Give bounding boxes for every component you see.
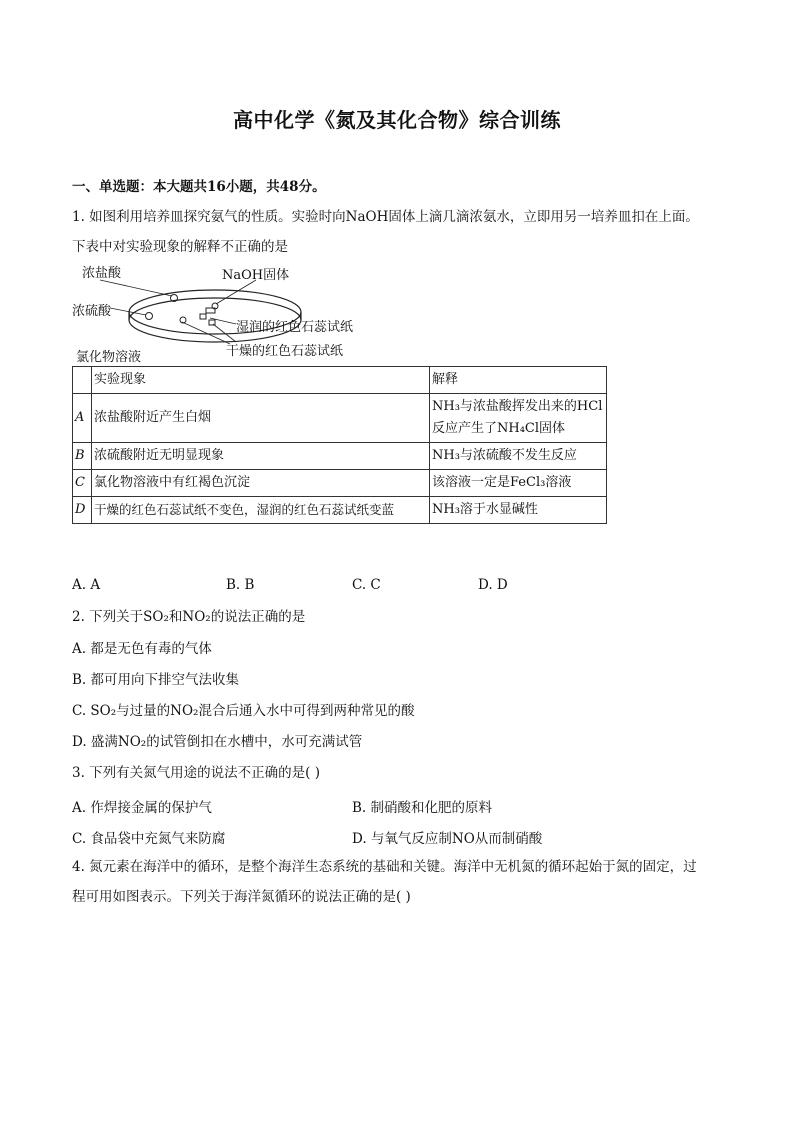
- row-phenomenon: 干燥的红色石蕊试纸不变色，湿润的红色石蕊试纸变蓝: [92, 497, 430, 524]
- q3-stem: 3. 下列有关氮气用途的说法不正确的是( ): [72, 765, 320, 781]
- table-row: [73, 394, 607, 443]
- explanation-line: 反应产生了NH₄Cl固体: [432, 421, 566, 436]
- label-dry-litmus: 干燥的红色石蕊试纸: [226, 344, 344, 359]
- q4-stem-line1: 4. 氮元素在海洋中的循环，是整个海洋生态系统的基础和关键。海洋中无机氮的循环起始于氮的固定，过: [72, 859, 697, 875]
- q2-option-a[interactable]: A. 都是无色有毒的气体: [72, 641, 212, 657]
- row-label: A: [73, 394, 92, 443]
- label-chloride-solution: 氯化物溶液: [76, 350, 142, 365]
- row-label: B: [73, 443, 92, 470]
- row-phenomenon: 氯化物溶液中有红褐色沉淀: [92, 470, 430, 497]
- table-header-row: [73, 367, 607, 394]
- table-row: [73, 470, 607, 497]
- label-wet-litmus: 湿润的红色石蕊试纸: [236, 320, 354, 335]
- label-conc-h2so4: 浓硫酸: [72, 304, 112, 319]
- q3-option-b[interactable]: B. 制硝酸和化肥的原料: [352, 800, 493, 816]
- row-phenomenon: 浓盐酸附近产生白烟: [92, 394, 430, 443]
- q2-option-b[interactable]: B. 都可用向下排空气法收集: [72, 672, 240, 688]
- row-explanation: [430, 394, 607, 443]
- table-header-cell: 实验现象: [92, 367, 430, 394]
- row-explanation: NH₃溶于水显碱性: [430, 497, 607, 524]
- q3-option-d[interactable]: D. 与氧气反应制NO从而制硝酸: [352, 831, 543, 847]
- row-explanation: NH₃与浓硫酸不发生反应: [430, 443, 607, 470]
- q1-option-b[interactable]: B. B: [226, 577, 255, 593]
- table-header-cell: [73, 367, 92, 394]
- q2-option-d[interactable]: D. 盛满NO₂的试管倒扣在水槽中，水可充满试管: [72, 734, 363, 750]
- q4-stem-line2: 程可用如图表示。下列关于海洋氮循环的说法正确的是( ): [72, 889, 411, 905]
- q1-option-d[interactable]: D. D: [478, 577, 508, 593]
- table-row: [73, 443, 607, 470]
- label-conc-hcl: 浓盐酸: [82, 266, 122, 281]
- q2-stem: 2. 下列关于SO₂和NO₂的说法正确的是: [72, 609, 306, 625]
- row-label: D: [73, 497, 92, 524]
- section-heading: 一、单选题：本大题共16小题，共48分。: [72, 179, 326, 195]
- row-phenomenon: 浓硫酸附近无明显现象: [92, 443, 430, 470]
- q1-option-c[interactable]: C. C: [352, 577, 381, 593]
- row-label: C: [73, 470, 92, 497]
- label-naoh-solid: NaOH固体: [222, 268, 290, 283]
- q1-stem-line1: 1. 如图利用培养皿探究氨气的性质。实验时向NaOH固体上滴几滴浓氨水，立即用另一培养皿扣在上面。: [72, 209, 699, 225]
- q1-stem-line2: 下表中对实验现象的解释不正确的是: [72, 239, 288, 255]
- q1-table: [72, 366, 607, 524]
- q1-option-a[interactable]: A. A: [72, 577, 101, 593]
- page-title: 高中化学《氮及其化合物》综合训练: [233, 108, 561, 132]
- row-explanation: 该溶液一定是FeCl₃溶液: [430, 470, 607, 497]
- q2-option-c[interactable]: C. SO₂与过量的NO₂混合后通入水中可得到两种常见的酸: [72, 703, 415, 719]
- table-row: [73, 497, 607, 524]
- table-header-cell: 解释: [430, 367, 607, 394]
- q3-option-a[interactable]: A. 作焊接金属的保护气: [72, 800, 212, 816]
- petri-dish-figure: [70, 262, 390, 366]
- explanation-line: NH₃与浓盐酸挥发出来的HCl: [432, 399, 603, 414]
- q3-option-c[interactable]: C. 食品袋中充氮气来防腐: [72, 831, 226, 847]
